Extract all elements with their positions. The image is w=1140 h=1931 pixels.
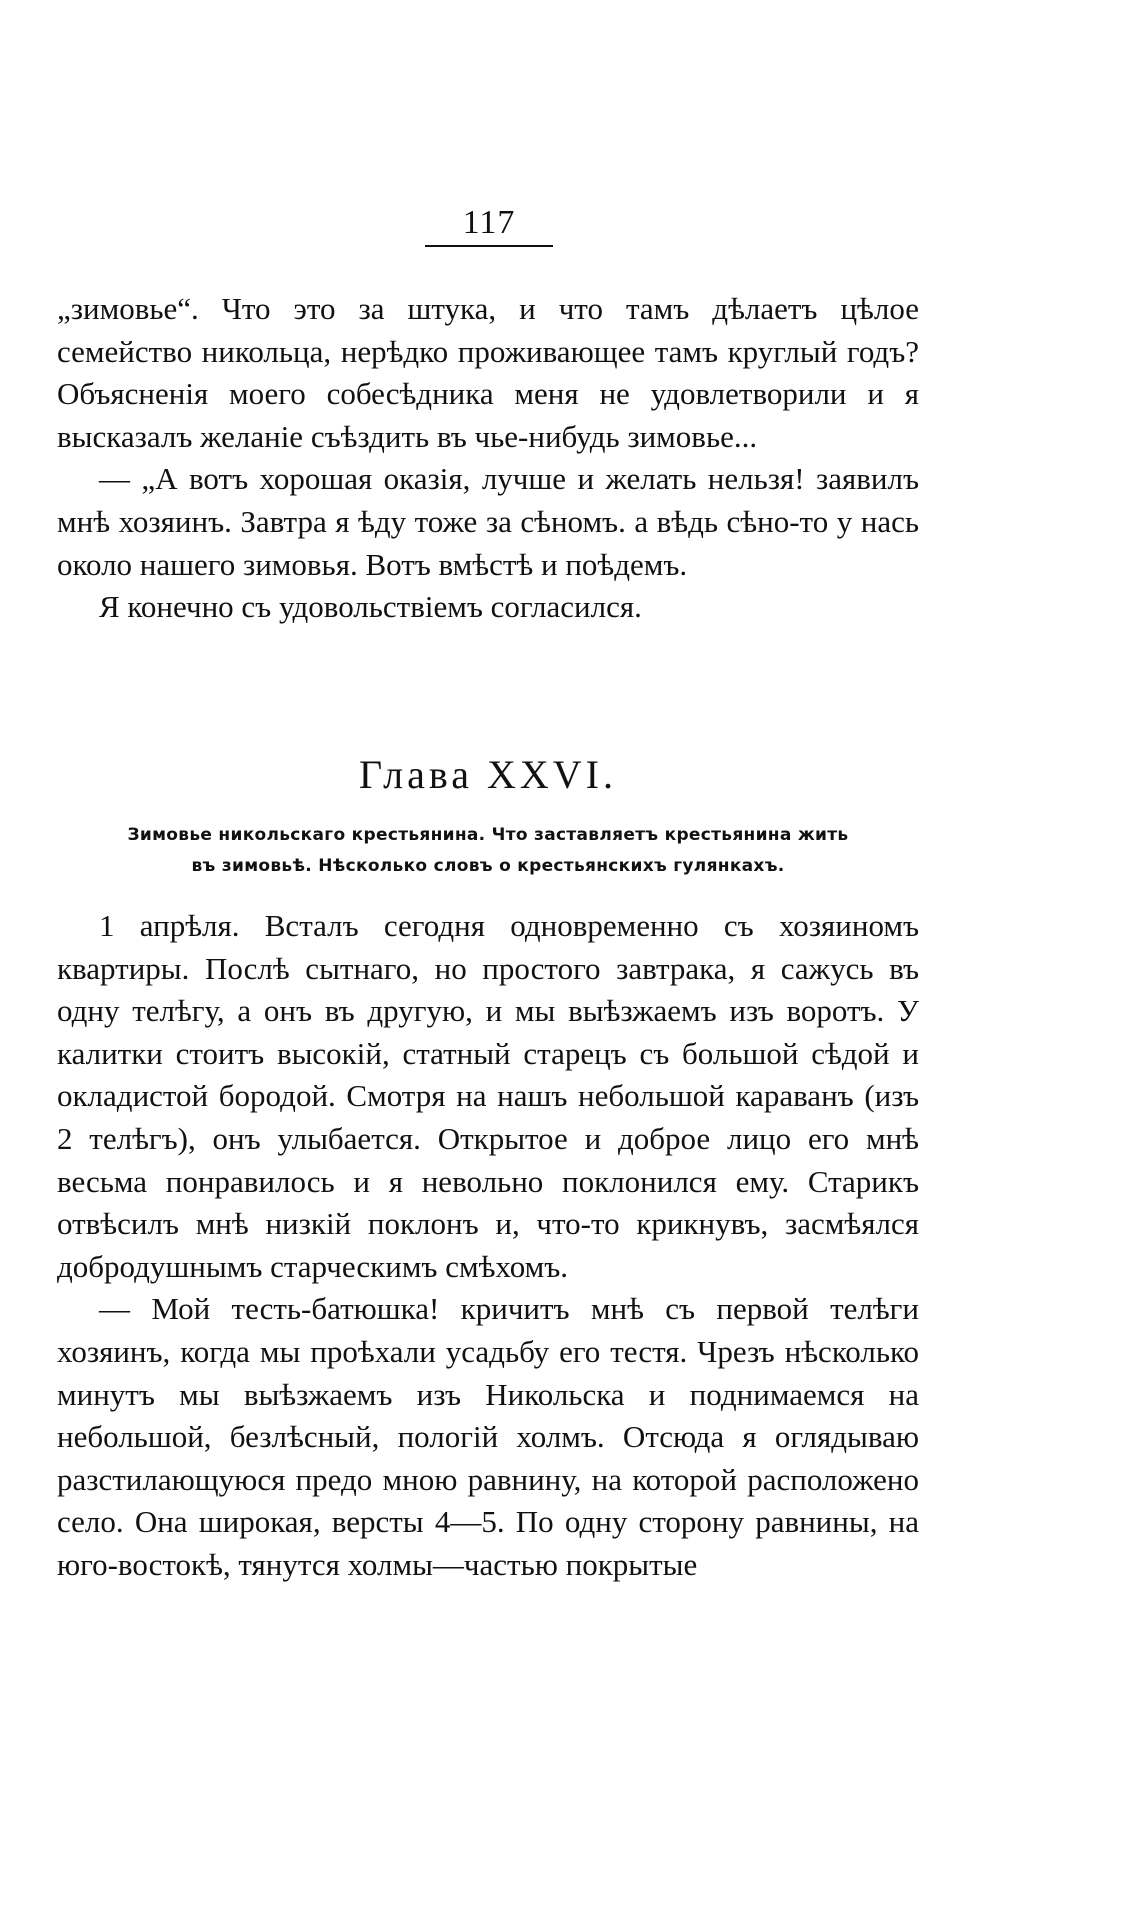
paragraph: — Мой тесть-батюшка! кричитъ мнѣ съ первой телѣги хозяинъ, когда мы проѣхали усадьбу его тестя. Чрезъ нѣсколько минутъ мы выѣзжаемъ изъ Никольска и поднимаемся на небольшой, безлѣсный, пологій холмъ. Отсюда я оглядываю разстилающуюся предо мною равнину, на которой расположено село. Она широкая, версты 4—5. По одну сторону равнины, на юго-востокѣ, тянутся холмы—частью покрытые bbox=[57, 1291, 919, 1582]
body-text-chapter bbox=[57, 905, 919, 1587]
paragraph: „зимовье“. Что это за штука, и что тамъ дѣлаетъ цѣлое семейство никольца, нерѣдко проживающее тамъ круглый годъ? Объясненія моего собесѣдника меня не удовлетворили и я высказалъ желаніе съѣздить въ чье-нибудь зимовье... bbox=[57, 291, 919, 454]
paragraph: 1 апрѣля. Всталъ сегодня одновременно съ хозяиномъ квартиры. Послѣ сытнаго, но простого завтрака, я сажусь въ одну телѣгу, а онъ въ другую, и мы выѣзжаемъ изъ воротъ. У калитки стоитъ высокій, статный старецъ съ большой сѣдой и окладистой бородой. Смотря на нашъ небольшой караванъ (изъ 2 телѣгъ), онъ улыбается. Открытое и доброе лицо его мнѣ весьма понравилось и я невольно поклонился ему. Старикъ отвѣсилъ мнѣ низкій поклонъ и, что-то крикнувъ, засмѣялся добродушнымъ старческимъ смѣхомъ. bbox=[57, 908, 919, 1284]
paragraph: Я конечно съ удовольствіемъ согласился. bbox=[99, 589, 642, 625]
chapter-summary-line: Зимовье никольскаго крестьянина. Что заставляетъ крестьянина жить bbox=[127, 825, 849, 845]
page-number: 117 bbox=[462, 204, 516, 241]
page-header bbox=[425, 205, 553, 247]
body-text-top bbox=[57, 288, 919, 629]
chapter-title: Глава XXVI. bbox=[359, 752, 617, 797]
paragraph: — „А вотъ хорошая оказія, лучше и желать нельзя! заявилъ мнѣ хозяинъ. Завтра я ѣду тоже за сѣномъ. а вѣдь сѣно-то у нась около нашего зимовья. Вотъ вмѣстѣ и поѣдемъ. bbox=[57, 461, 919, 582]
chapter-summary-line: въ зимовьѣ. Нѣсколько словъ о крестьянскихъ гулянкахъ. bbox=[191, 856, 785, 876]
chapter-summary bbox=[57, 820, 919, 882]
header-rule bbox=[425, 245, 553, 247]
